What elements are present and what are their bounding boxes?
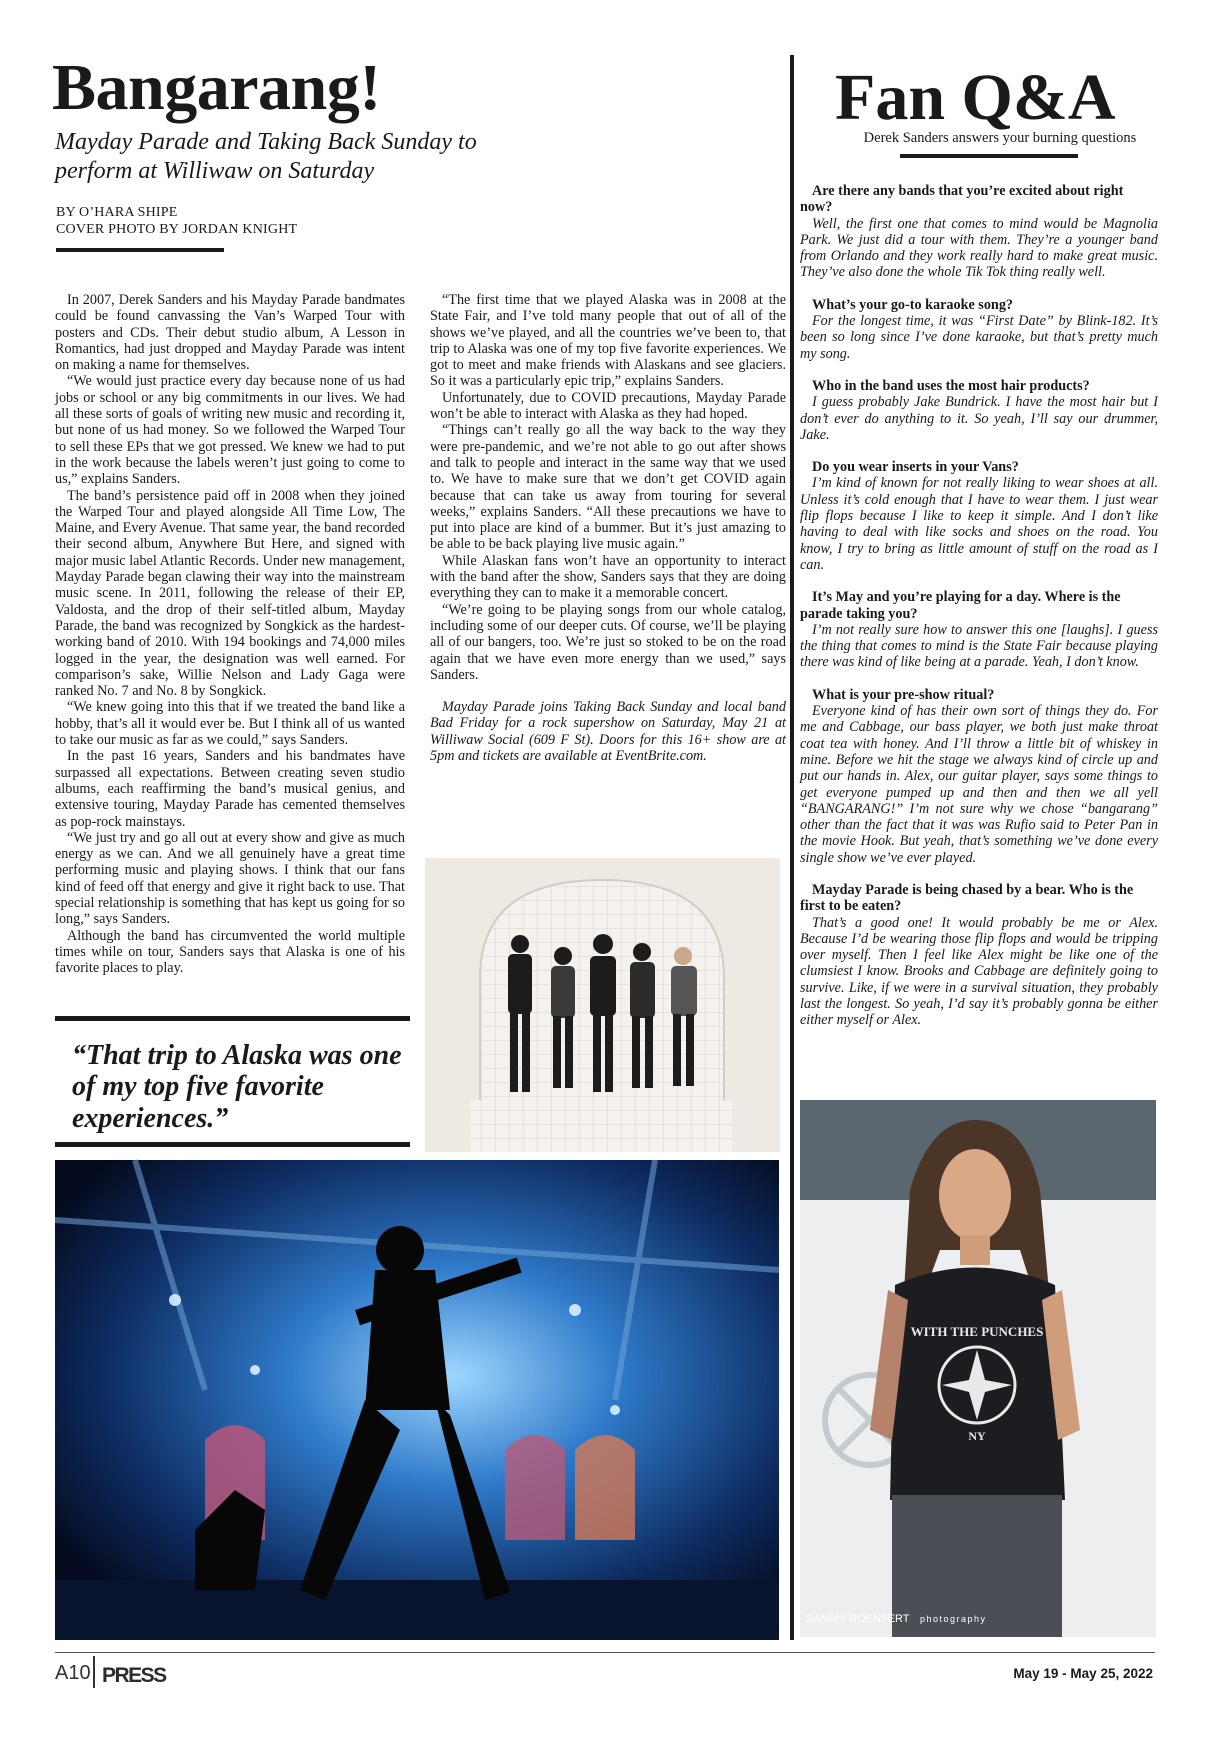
byline-rule bbox=[56, 248, 224, 252]
footer-divider bbox=[93, 1656, 95, 1688]
shirt-print-text: WITH THE PUNCHES bbox=[910, 1324, 1044, 1339]
article-headline: Bangarang! bbox=[52, 51, 381, 124]
paragraph: While Alaskan fans won’t have an opportunity to interact with the band after the show, Sanders says that they are doing everything they can to make it a memorable concert. bbox=[430, 552, 786, 602]
paragraph: “The first time that we played Alaska was in 2008 at the State Fair, and I’ve told many people that out of all of the shows we’ve played, and all the countries we’ve been to, that trip to Alaska was one of my top five favorite experiences. We got to meet and make friends with Alaskans and see glaciers. So it was a particularly epic trip,” explains Sanders. bbox=[430, 292, 786, 390]
qa-item bbox=[800, 687, 1158, 866]
qa-question: Who in the band uses the most hair products? bbox=[812, 377, 1090, 394]
pull-quote-rule-bottom bbox=[55, 1142, 410, 1147]
paragraph: “Things can’t really go all the way back to the way they were pre-pandemic, and we’re not able to go out after shows and talk to people and interact in the same way that we used to. We have to make sure that we don’t get COVID again because that can take us away from touring for several weeks,” explains Sanders. “All these precautions we have to put into place are kind of a bummer. But it’s just amazing to be able to be back playing live music again.” bbox=[430, 422, 786, 553]
author-byline: BY O’HARA SHIPE bbox=[56, 205, 178, 220]
pull-quote-rule-top bbox=[55, 1016, 410, 1021]
paragraph: “We would just practice every day because none of us had jobs or school or any big commitments in our lives. We had all these sorts of goals of writing new music and recording it, but none of us had money. So we followed the Warped Tour to sell these EPs that we got pressed. We knew we had to put in the work because the labels weren’t just going to come to us,” explains Sanders. bbox=[55, 373, 405, 488]
paragraph: In 2007, Derek Sanders and his Mayday Parade bandmates could be found canvassing the Van’s Warped Tour with posters and CDs. Their debut studio album, A Lesson in Romantics, had just dropped and Mayday Parade was intent on making a name for themselves. bbox=[55, 292, 405, 374]
column-divider bbox=[790, 55, 794, 1640]
band-photo bbox=[425, 858, 780, 1152]
qa-question: Do you wear inserts in your Vans? bbox=[812, 459, 1019, 476]
qa-subtitle: Derek Sanders answers your burning questions bbox=[863, 130, 1137, 146]
qa-answer: I guess probably Jake Bundrick. I have the most hair but I don’t ever do anything to it. So yeah, I’ll say our drummer, Jake. bbox=[800, 394, 1158, 443]
qa-title-rule bbox=[900, 154, 1078, 158]
qa-item bbox=[800, 183, 1158, 281]
qa-item bbox=[800, 882, 1158, 1029]
qa-question: Mayday Parade is being chased by a bear. Who is the first to be eaten? bbox=[800, 881, 1134, 915]
photographer-watermark-name: SAMMY ROENFERT bbox=[806, 1613, 910, 1625]
pull-quote: “That trip to Alaska was one of my top five favorite experiences.” bbox=[72, 1040, 402, 1134]
qa-question: It’s May and you’re playing for a day. Where is the parade taking you? bbox=[800, 589, 1121, 622]
qa-list bbox=[800, 183, 1158, 1045]
byline-block bbox=[56, 205, 297, 239]
qa-answer: I’m not really sure how to answer this one [laughs]. I guess the thing that comes to mind is the State Fair because playing there was kind of like being at a parade. Yeah, I don’t know. bbox=[800, 621, 1158, 671]
article-column-2 bbox=[430, 292, 786, 764]
singer-portrait-photo bbox=[800, 1100, 1156, 1637]
photo-credit: COVER PHOTO BY JORDAN KNIGHT bbox=[56, 221, 298, 237]
qa-question: Are there any bands that you’re excited about right now? bbox=[800, 183, 1124, 216]
paragraph: In the past 16 years, Sanders and his bandmates have surpassed all expectations. Between creating seven studio albums, each reaffirming the band’s musical genius, and extensive touring, Mayday Parade has cemented themselves as pop-rock mainstays. bbox=[55, 748, 405, 830]
photographer-watermark-word: photography bbox=[920, 1614, 987, 1624]
qa-answer: That’s a good one! It would probably be me or Alex. Because I’d be wearing those flip flops and would be tripping over myself. Then I feel like Alex might be like one of the clumsiest I know. Brooks and Cabbage are definitely going to survive. Like, if we were in a survival situation, they probably last the longest. So yeah, I’d say it’s probably gonna be either either myself or Alex. bbox=[800, 914, 1158, 1029]
qa-item bbox=[800, 378, 1158, 443]
paragraph: “We just try and go all out at every show and give as much energy as we can. And we all genuinely have a great time performing music and playing shows. I think that our fans kind of feed off that energy and give it right back to use. That special relationship is something that has kept us going for so long,” says Sanders. bbox=[55, 829, 405, 928]
concert-photo bbox=[55, 1160, 779, 1640]
paragraph: The band’s persistence paid off in 2008 when they joined the Warped Tour and played alongside All Time Low, The Maine, and Every Avenue. That same year, the band recorded their second album, Anywhere But Here, and signed with major music label Atlantic Records. Under new management, Mayday Parade began clawing their way into the mainstream music scene. In 2011, following the release of their EP, Valdosta, and the drop of their self-titled album, Mayday Parade, the band was recognized by Songkick as the hardest-working band of 2010. With 194 bookings and 74,000 miles logged in the year, the designation was well earned. For comparison’s sake, Willie Nelson and Lady Gaga were ranked No. 7 and No. 8 by Songkick. bbox=[55, 487, 405, 700]
qa-title: Fan Q&A bbox=[835, 61, 1116, 134]
paragraph: Unfortunately, due to COVID precautions, Mayday Parade won’t be able to interact with Alaska as they had hoped. bbox=[430, 389, 786, 423]
press-logo bbox=[102, 1660, 166, 1691]
press-logo-text: PRESS bbox=[102, 1664, 166, 1687]
qa-answer: Everyone kind of has their own sort of things they do. For me and Cabbage, our bass player, we both just make throat coat tea with honey. And I’ll throw a little bit of whiskey in mine. Before we hit the stage we always kind of circle up and put our hands in. Alex, our guitar player, says some things to get everyone pumped up and then and then we all yell “BANGARANG!” I’m not sure why we chose “bangarang” other than the fact that it was was Rufio said to Peter Pan in the movie Hook. But yeah, that’s something we’ve done every single show we’ve ever played. bbox=[800, 703, 1158, 866]
page-number: A10 bbox=[55, 1662, 91, 1684]
issue-date: May 19 - May 25, 2022 bbox=[1013, 1666, 1153, 1681]
event-note: Mayday Parade joins Taking Back Sunday and local band Bad Friday for a rock supershow on Saturday, May 21 at Williwaw Social (609 F St). Doors for this 16+ show are at 5pm and tickets are available at EventBrite.com. bbox=[430, 699, 786, 765]
paragraph: “We’re going to be playing songs from our whole catalog, including some of our deeper cuts. Of course, we’ll be playing all of our bangers, too. We’re just so stoked to be on the road again that we have even more energy than we used,” says Sanders. bbox=[430, 601, 786, 683]
qa-item bbox=[800, 297, 1158, 362]
article-subhead: Mayday Parade and Taking Back Sunday to perform at Williwaw on Saturday bbox=[55, 129, 477, 184]
qa-item bbox=[800, 459, 1158, 573]
qa-item bbox=[800, 589, 1158, 670]
qa-answer: Well, the first one that comes to mind would be Magnolia Park. We just did a tour with them. They’re a younger band from Orlando and they work really hard to make great music. They’ve also done the whole Tik Tok thing really well. bbox=[800, 215, 1158, 281]
paragraph: “We knew going into this that if we treated the band like a hobby, that’s all it would ever be. But I think all of us wanted to take our music as far as we could,” says Sanders. bbox=[55, 699, 405, 749]
article-column-1 bbox=[55, 292, 405, 976]
qa-answer: For the longest time, it was “First Date” by Blink-182. It’s been so long since I’ve done karaoke, but that’s pretty much my song. bbox=[800, 313, 1158, 362]
shirt-print-tag: NY bbox=[968, 1429, 986, 1443]
qa-question: What is your pre-show ritual? bbox=[812, 686, 995, 703]
qa-answer: I’m kind of known for not really liking to wear shoes at all. Unless it’s cold enough that I have to wear them. I just wear flip flops because I like to keep it simple. And I don’t like having to deal with like socks and shoes on the road. You know, I try to bring as little amount of stuff on the road as I can. bbox=[800, 475, 1158, 573]
paragraph: Although the band has circumvented the world multiple times while on tour, Sanders says that Alaska is one of his favorite places to play. bbox=[55, 927, 405, 977]
footer-rule bbox=[55, 1652, 1155, 1653]
qa-question: What’s your go-to karaoke song? bbox=[812, 296, 1014, 313]
